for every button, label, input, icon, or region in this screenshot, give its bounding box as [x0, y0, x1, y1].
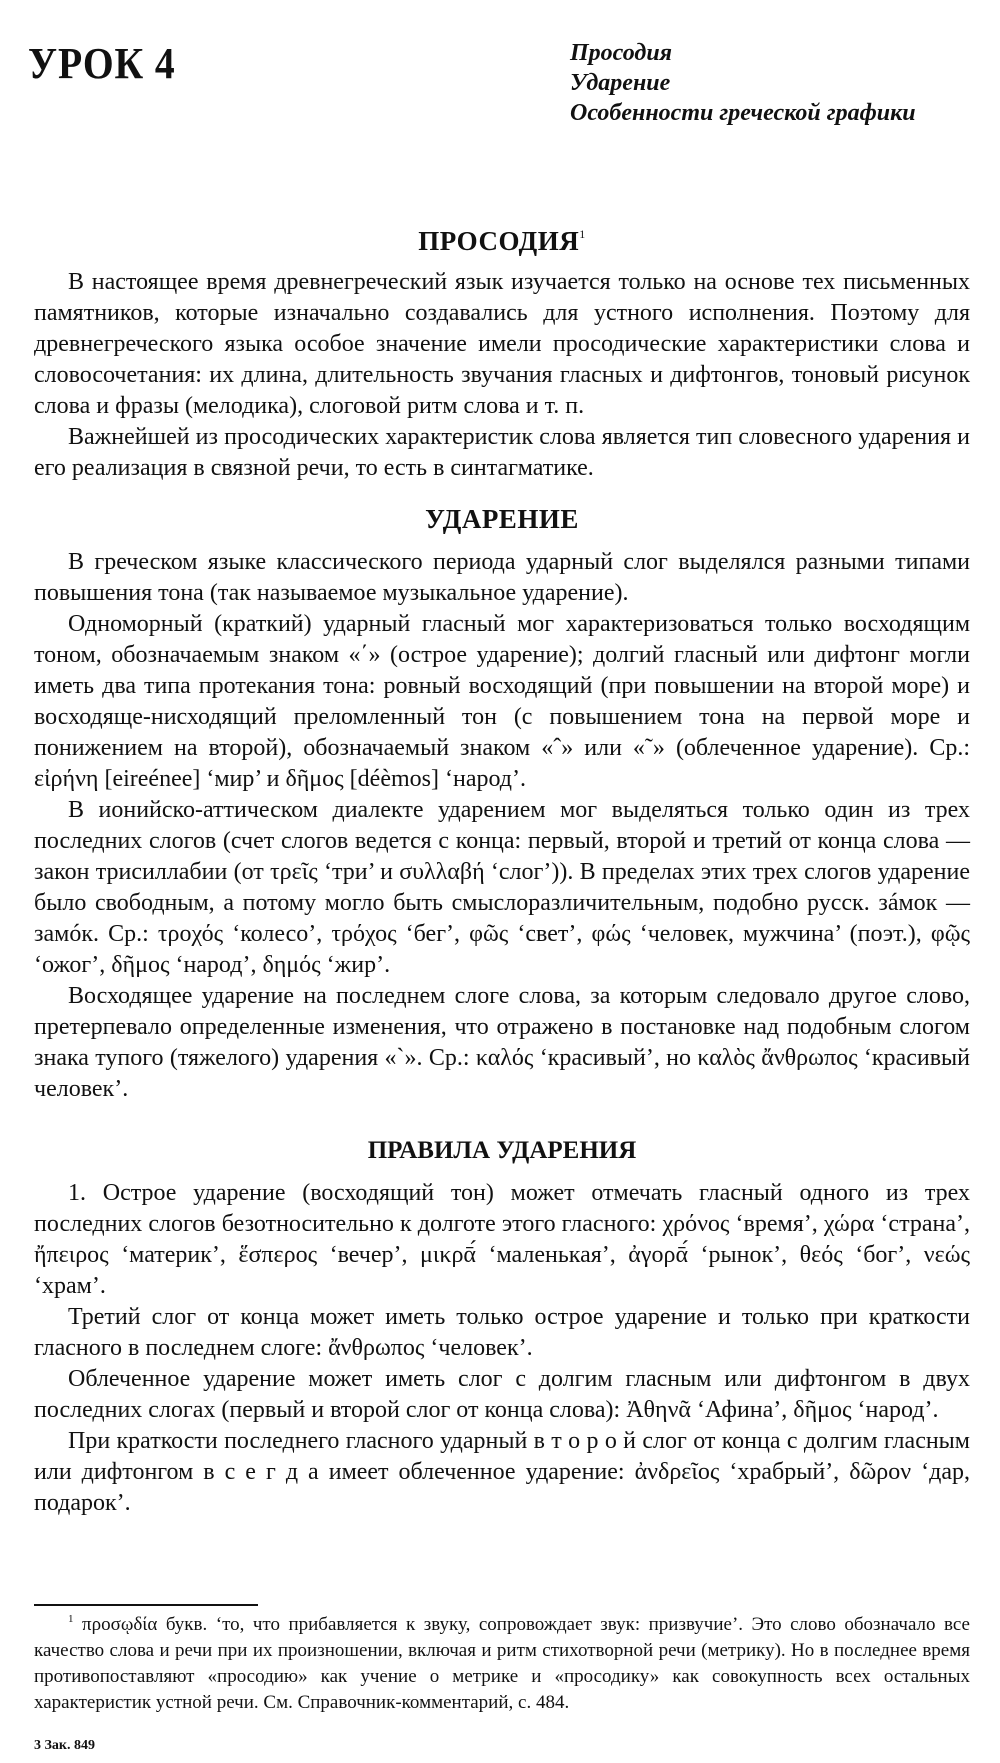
lesson-title: УРОК 4: [28, 39, 176, 88]
paragraph: Восходящее ударение на последнем слоге слова, за которым следовало другое слово, претерпевало определенные изменения, что отражено в постановке над подобным слогом знака тупого (тяжелого) ударения «`». Ср.: καλός ‘красивый’, но καλὸς ἄνθρωπος ‘красивый человек’.: [34, 983, 970, 1102]
paragraph: Облеченное ударение может иметь слог с долгим гласным или дифтонгом в двух последних слогах (первый и второй слог от конца слова): Ἀθηνᾶ ‘Афина’, δῆμος ‘народ’.: [34, 1366, 970, 1423]
paragraph: Третий слог от конца может иметь только острое ударение и только при краткости гласного в последнем слоге: ἄνθρωπος ‘человек’.: [34, 1304, 970, 1361]
paragraph: Важнейшей из просодических характеристик слова является тип словесного ударения и его реализация в связной речи, то есть в синтагматике.: [34, 424, 970, 481]
main-text: [34, 226, 970, 1519]
section-heading-rules: ПРАВИЛА УДАРЕНИЯ: [367, 1137, 637, 1164]
footnote-text: προσῳδία букв. ‘то, что прибавляется к звуку, сопровождает звук: призвучие’. Это слово обозначало все качество слова и речи при их произношении, включая и ритм стихотворной речи (метрику). Но в последнее время противопоставляют «просодию» как учение о метрике и «просодику» как совокупность всех остальных характеристик устной речи. См. Справочник-комментарий, с. 484.: [34, 1614, 970, 1713]
paragraph: В ионийско-аттическом диалекте ударением мог выделяться только один из трех последних слогов (счет слогов ведется с конца: первый, второй и третий от конца слова — закон трисиллабии (от τρεῖς ‘три’ и συλλαβή ‘слог’)). В пределах этих трех слогов ударение было свободным, а потому могло быть смыслоразличительным, подобно русск. зáмок — замóк. Ср.: τροχός ‘колесо’, τρόχος ‘бег’, φῶς ‘свет’, φώς ‘человек, мужчина’ (поэт.), φῷς ‘ожог’, δῆμος ‘народ’, δημός ‘жир’.: [34, 797, 970, 978]
footnote-mark: 1: [68, 1613, 74, 1625]
topic-item: Особенности греческой графики: [570, 100, 916, 126]
section-heading-accent: УДАРЕНИЕ: [425, 504, 579, 534]
topic-item: Просодия: [570, 40, 673, 66]
lesson-topics: [570, 38, 916, 128]
paragraph: При краткости последнего гласного ударный в т о р о й слог от конца с долгим гласным или дифтонгом в с е г д а имеет облеченное ударение: ἀνδρεῖος ‘храбрый’, δῶρον ‘дар, подарок’.: [34, 1428, 970, 1516]
section-heading-prosody: [34, 226, 970, 257]
printer-signature: 3 Зак. 849: [34, 1738, 95, 1753]
footnote-ref: 1: [579, 227, 586, 241]
footnote: [34, 1612, 970, 1716]
topic-item: Ударение: [570, 70, 671, 96]
paragraph: 1. Острое ударение (восходящий тон) может отмечать гласный одного из трех последних слогов безотносительно к долготе этого гласного: χρόνος ‘время’, χώρα ‘страна’, ἤπειρος ‘материк’, ἕσπερος ‘вечер’, μικρᾱ́ ‘маленькая’, ἀγορᾱ́ ‘рынок’, θεός ‘бог’, νεώς ‘храм’.: [34, 1180, 970, 1299]
paragraph: В настоящее время древнегреческий язык изучается только на основе тех письменных памятников, которые изначально создавались для устного исполнения. Поэтому для древнегреческого языка особое значение имели просодические характеристики слова и словосочетания: их длина, длительность звучания гласных и дифтонгов, тоновый рисунок слова и фразы (мелодика), слоговой ритм слова и т. п.: [34, 269, 970, 419]
paragraph: В греческом языке классического периода ударный слог выделялся разными типами повышения тона (так называемое музыкальное ударение).: [34, 549, 970, 606]
paragraph: Одноморный (краткий) ударный гласный мог характеризоваться только восходящим тоном, обозначаемым знаком «΄» (острое ударение); долгий гласный или дифтонг могли иметь два типа протекания тона: ровный восходящий (при повышении на второй море) и восходяще-нисходящий преломленный тон (с повышением тона на первой море и понижением на второй), обозначаемый знаком «ˆ» или «˜» (облеченное ударение). Ср.: εἰρήνη [eireénee] ‘мир’ и δῆμος [déèmos] ‘народ’.: [34, 611, 970, 792]
heading-text: ПРОСОДИЯ: [418, 226, 580, 256]
footnote-divider: [34, 1604, 258, 1606]
